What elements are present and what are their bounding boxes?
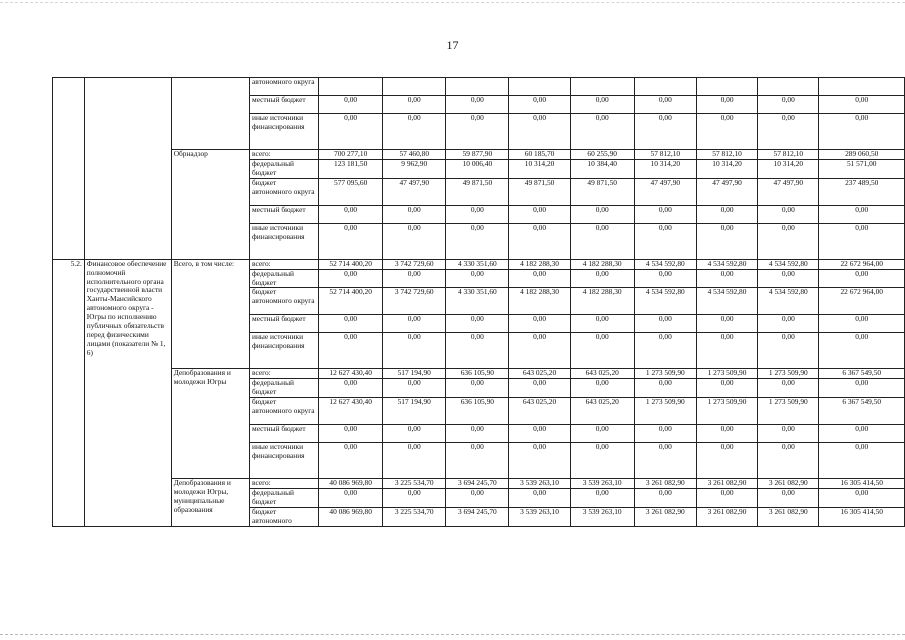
value-cell-total: 51 571,00: [819, 159, 905, 178]
value-cell: 52 714 400,20: [319, 259, 383, 269]
value-cell: 1 273 509,90: [634, 369, 696, 379]
value-cell-total: 16 305 414,50: [819, 507, 905, 526]
value-cell: 3 539 263,10: [570, 507, 634, 526]
funding-source-cell: иные источники финансирования: [250, 114, 319, 150]
funding-source-cell: бюджет автономного округа: [250, 288, 319, 315]
value-cell-total: 0,00: [819, 379, 905, 398]
value-cell: 59 877,90: [446, 150, 509, 160]
value-cell: [383, 78, 446, 96]
value-cell: 0,00: [446, 269, 509, 288]
funding-source-cell: местный бюджет: [250, 205, 319, 223]
value-cell: 0,00: [696, 443, 757, 479]
value-cell: 0,00: [509, 425, 570, 443]
item-number-cell: 5.2.: [53, 259, 85, 526]
value-cell: 4 182 288,30: [509, 288, 570, 315]
value-cell: 3 539 263,10: [509, 479, 570, 489]
value-cell-total: 6 367 549,50: [819, 398, 905, 425]
value-cell: 4 534 592,80: [696, 288, 757, 315]
value-cell: 10 006,40: [446, 159, 509, 178]
value-cell: 0,00: [319, 315, 383, 333]
value-cell: 0,00: [570, 269, 634, 288]
table-row: [53, 78, 905, 96]
value-cell: 0,00: [696, 489, 757, 508]
value-cell: 3 539 263,10: [509, 507, 570, 526]
value-cell: 0,00: [570, 114, 634, 150]
funding-source-cell: бюджет автономного округа: [250, 398, 319, 425]
value-cell: 0,00: [509, 114, 570, 150]
value-cell: 0,00: [446, 96, 509, 114]
value-cell: 0,00: [570, 315, 634, 333]
value-cell: 643 025,20: [509, 369, 570, 379]
value-cell-total: 0,00: [819, 205, 905, 223]
value-cell: 0,00: [319, 205, 383, 223]
value-cell: [570, 78, 634, 96]
value-cell: 0,00: [446, 315, 509, 333]
value-cell: 12 627 430,40: [319, 369, 383, 379]
value-cell-total: 22 672 964,00: [819, 288, 905, 315]
value-cell: 0,00: [758, 223, 819, 259]
value-cell: 0,00: [758, 333, 819, 369]
value-cell: 4 182 288,30: [570, 259, 634, 269]
value-cell: 0,00: [446, 379, 509, 398]
value-cell: 0,00: [634, 114, 696, 150]
value-cell: 0,00: [634, 269, 696, 288]
value-cell: 49 871,50: [570, 178, 634, 205]
value-cell: 0,00: [696, 223, 757, 259]
value-cell: 4 182 288,30: [509, 259, 570, 269]
funding-source-cell: бюджет автономного: [250, 507, 319, 526]
value-cell: 0,00: [383, 489, 446, 508]
value-cell: 0,00: [446, 205, 509, 223]
value-cell: 0,00: [509, 489, 570, 508]
executor-cell: Депобразования и молодежи Югры, муниципальные образования: [171, 479, 249, 527]
value-cell: 643 025,20: [509, 398, 570, 425]
value-cell: 0,00: [319, 223, 383, 259]
value-cell: 3 261 082,90: [758, 479, 819, 489]
value-cell: 0,00: [319, 269, 383, 288]
value-cell: 0,00: [570, 96, 634, 114]
measure-title-cell: [84, 78, 171, 260]
scan-edge-top: [0, 2, 905, 9]
value-cell: 3 225 534,70: [383, 479, 446, 489]
value-cell: 4 330 351,60: [446, 259, 509, 269]
value-cell-total: 0,00: [819, 96, 905, 114]
value-cell: 0,00: [319, 489, 383, 508]
value-cell: 0,00: [570, 205, 634, 223]
value-cell: 0,00: [446, 223, 509, 259]
table-row: [53, 150, 905, 160]
value-cell: 47 497,90: [383, 178, 446, 205]
value-cell: 0,00: [696, 205, 757, 223]
value-cell: 0,00: [758, 205, 819, 223]
value-cell: 0,00: [696, 269, 757, 288]
value-cell: 3 261 082,90: [634, 507, 696, 526]
value-cell: 0,00: [758, 379, 819, 398]
value-cell-total: 0,00: [819, 333, 905, 369]
value-cell: 0,00: [383, 315, 446, 333]
value-cell: 0,00: [570, 489, 634, 508]
value-cell: 47 497,90: [758, 178, 819, 205]
value-cell: 0,00: [634, 205, 696, 223]
value-cell: [634, 78, 696, 96]
value-cell-total: 16 305 414,50: [819, 479, 905, 489]
value-cell: 3 742 729,60: [383, 288, 446, 315]
value-cell: 1 273 509,90: [758, 398, 819, 425]
value-cell: 0,00: [634, 223, 696, 259]
value-cell: 0,00: [383, 114, 446, 150]
value-cell-total: 0,00: [819, 443, 905, 479]
value-cell: 47 497,90: [696, 178, 757, 205]
value-cell: 0,00: [758, 269, 819, 288]
value-cell: 0,00: [319, 425, 383, 443]
value-cell: 0,00: [758, 443, 819, 479]
value-cell: 49 871,50: [509, 178, 570, 205]
value-cell: 0,00: [383, 269, 446, 288]
value-cell: 3 261 082,90: [758, 507, 819, 526]
executor-cell: Депобразования и молодежи Югры: [171, 369, 249, 479]
value-cell: 0,00: [509, 223, 570, 259]
value-cell: 3 694 245,70: [446, 479, 509, 489]
value-cell: 0,00: [509, 315, 570, 333]
funding-source-cell: бюджет автономного округа: [250, 178, 319, 205]
funding-source-cell: федеральный бюджет: [250, 489, 319, 508]
value-cell-total: 289 060,50: [819, 150, 905, 160]
value-cell: 9 962,90: [383, 159, 446, 178]
value-cell: 0,00: [696, 114, 757, 150]
value-cell: 0,00: [509, 443, 570, 479]
value-cell: 0,00: [634, 315, 696, 333]
value-cell: 0,00: [383, 425, 446, 443]
funding-source-cell: автономного округа: [250, 78, 319, 96]
value-cell: 0,00: [509, 379, 570, 398]
funding-source-cell: всего:: [250, 479, 319, 489]
value-cell: 0,00: [446, 443, 509, 479]
value-cell: 1 273 509,90: [696, 398, 757, 425]
value-cell: 0,00: [509, 269, 570, 288]
scan-edge-bottom: [0, 634, 905, 639]
value-cell: 0,00: [319, 333, 383, 369]
value-cell: 3 261 082,90: [696, 507, 757, 526]
value-cell: 1 273 509,90: [634, 398, 696, 425]
value-cell: 0,00: [509, 205, 570, 223]
value-cell: 57 812,10: [696, 150, 757, 160]
value-cell: 700 277,10: [319, 150, 383, 160]
value-cell: 4 534 592,80: [696, 259, 757, 269]
value-cell: 0,00: [383, 379, 446, 398]
value-cell: 60 255,90: [570, 150, 634, 160]
value-cell-total: 0,00: [819, 223, 905, 259]
value-cell: 0,00: [634, 96, 696, 114]
measure-title-cell: Финансовое обеспечение полномочий исполнительного органа государственной власти Ханты-Мансийского автономного округа - Югры по исполнению публичных обязательств перед физическими лицами (показатели № 1, 6): [84, 259, 171, 526]
value-cell: 0,00: [383, 443, 446, 479]
value-cell: 636 105,90: [446, 369, 509, 379]
value-cell-total: 22 672 964,00: [819, 259, 905, 269]
value-cell-total: 0,00: [819, 114, 905, 150]
table-row: [53, 259, 905, 269]
value-cell: 57 812,10: [634, 150, 696, 160]
value-cell: 1 273 509,90: [758, 369, 819, 379]
value-cell: 40 086 969,80: [319, 479, 383, 489]
funding-source-cell: иные источники финансирования: [250, 223, 319, 259]
value-cell: 3 539 263,10: [570, 479, 634, 489]
value-cell: 10 314,20: [509, 159, 570, 178]
value-cell: 0,00: [509, 96, 570, 114]
value-cell: 123 181,50: [319, 159, 383, 178]
value-cell: 40 086 969,80: [319, 507, 383, 526]
value-cell: 10 314,20: [634, 159, 696, 178]
value-cell: 47 497,90: [634, 178, 696, 205]
value-cell: 4 534 592,80: [634, 259, 696, 269]
value-cell: 0,00: [446, 489, 509, 508]
funding-source-cell: федеральный бюджет: [250, 269, 319, 288]
value-cell: 0,00: [696, 315, 757, 333]
value-cell: 57 460,80: [383, 150, 446, 160]
value-cell: 12 627 430,40: [319, 398, 383, 425]
value-cell: 4 182 288,30: [570, 288, 634, 315]
value-cell: 4 534 592,80: [634, 288, 696, 315]
funding-source-cell: всего:: [250, 259, 319, 269]
value-cell: 0,00: [758, 425, 819, 443]
value-cell: 57 812,10: [758, 150, 819, 160]
value-cell: 0,00: [634, 379, 696, 398]
value-cell: 4 534 592,80: [758, 288, 819, 315]
value-cell-total: 0,00: [819, 425, 905, 443]
value-cell: 10 314,20: [758, 159, 819, 178]
funding-source-cell: всего:: [250, 369, 319, 379]
funding-source-cell: федеральный бюджет: [250, 379, 319, 398]
value-cell: [758, 78, 819, 96]
value-cell: 577 095,60: [319, 178, 383, 205]
value-cell: 0,00: [570, 333, 634, 369]
value-cell: 0,00: [758, 114, 819, 150]
value-cell: 0,00: [634, 443, 696, 479]
value-cell: 3 694 245,70: [446, 507, 509, 526]
financing-table: [52, 77, 905, 527]
value-cell: 0,00: [634, 425, 696, 443]
value-cell: 517 194,90: [383, 398, 446, 425]
value-cell: 0,00: [383, 333, 446, 369]
value-cell: 0,00: [446, 114, 509, 150]
value-cell: 10 384,40: [570, 159, 634, 178]
value-cell-total: 0,00: [819, 269, 905, 288]
executor-cell: [171, 78, 249, 150]
funding-source-cell: иные источники финансирования: [250, 333, 319, 369]
value-cell: 10 314,20: [696, 159, 757, 178]
value-cell: 0,00: [696, 96, 757, 114]
funding-source-cell: всего:: [250, 150, 319, 160]
value-cell: 60 185,70: [509, 150, 570, 160]
table-row: [53, 479, 905, 489]
value-cell: 3 261 082,90: [696, 479, 757, 489]
value-cell: 0,00: [696, 333, 757, 369]
executor-cell: Всего, в том числе:: [171, 259, 249, 369]
value-cell: 49 871,50: [446, 178, 509, 205]
value-cell-total: [819, 78, 905, 96]
value-cell: 0,00: [383, 205, 446, 223]
value-cell: 0,00: [758, 489, 819, 508]
table-row: [53, 369, 905, 379]
value-cell: 0,00: [570, 425, 634, 443]
value-cell-total: 6 367 549,50: [819, 369, 905, 379]
value-cell: 0,00: [758, 96, 819, 114]
value-cell: 3 261 082,90: [634, 479, 696, 489]
value-cell: 643 025,20: [570, 369, 634, 379]
value-cell: 0,00: [383, 96, 446, 114]
executor-cell: Обрнадзор: [171, 150, 249, 260]
value-cell: 517 194,90: [383, 369, 446, 379]
funding-source-cell: местный бюджет: [250, 425, 319, 443]
value-cell: 3 225 534,70: [383, 507, 446, 526]
value-cell: 3 742 729,60: [383, 259, 446, 269]
value-cell: 0,00: [570, 223, 634, 259]
value-cell: 4 330 351,60: [446, 288, 509, 315]
value-cell-total: 0,00: [819, 489, 905, 508]
value-cell: 0,00: [319, 96, 383, 114]
item-number-cell: [53, 78, 85, 260]
value-cell: 0,00: [446, 333, 509, 369]
funding-source-cell: иные источники финансирования: [250, 443, 319, 479]
value-cell: 4 534 592,80: [758, 259, 819, 269]
value-cell: 643 025,20: [570, 398, 634, 425]
value-cell: 636 105,90: [446, 398, 509, 425]
value-cell: 0,00: [509, 333, 570, 369]
value-cell: 0,00: [696, 425, 757, 443]
value-cell: 0,00: [319, 379, 383, 398]
value-cell: 0,00: [319, 114, 383, 150]
value-cell: 0,00: [634, 333, 696, 369]
value-cell: [696, 78, 757, 96]
value-cell: 0,00: [446, 425, 509, 443]
value-cell-total: 0,00: [819, 315, 905, 333]
value-cell-total: 237 489,50: [819, 178, 905, 205]
value-cell: 52 714 400,20: [319, 288, 383, 315]
funding-source-cell: местный бюджет: [250, 315, 319, 333]
value-cell: 0,00: [383, 223, 446, 259]
value-cell: 0,00: [634, 489, 696, 508]
funding-source-cell: местный бюджет: [250, 96, 319, 114]
value-cell: 0,00: [570, 379, 634, 398]
value-cell: [509, 78, 570, 96]
value-cell: 0,00: [570, 443, 634, 479]
value-cell: 0,00: [696, 379, 757, 398]
value-cell: 1 273 509,90: [696, 369, 757, 379]
value-cell: 0,00: [758, 315, 819, 333]
funding-source-cell: федеральный бюджет: [250, 159, 319, 178]
value-cell: 0,00: [319, 443, 383, 479]
value-cell: [446, 78, 509, 96]
value-cell: [319, 78, 383, 96]
page-number: 17: [446, 38, 459, 52]
